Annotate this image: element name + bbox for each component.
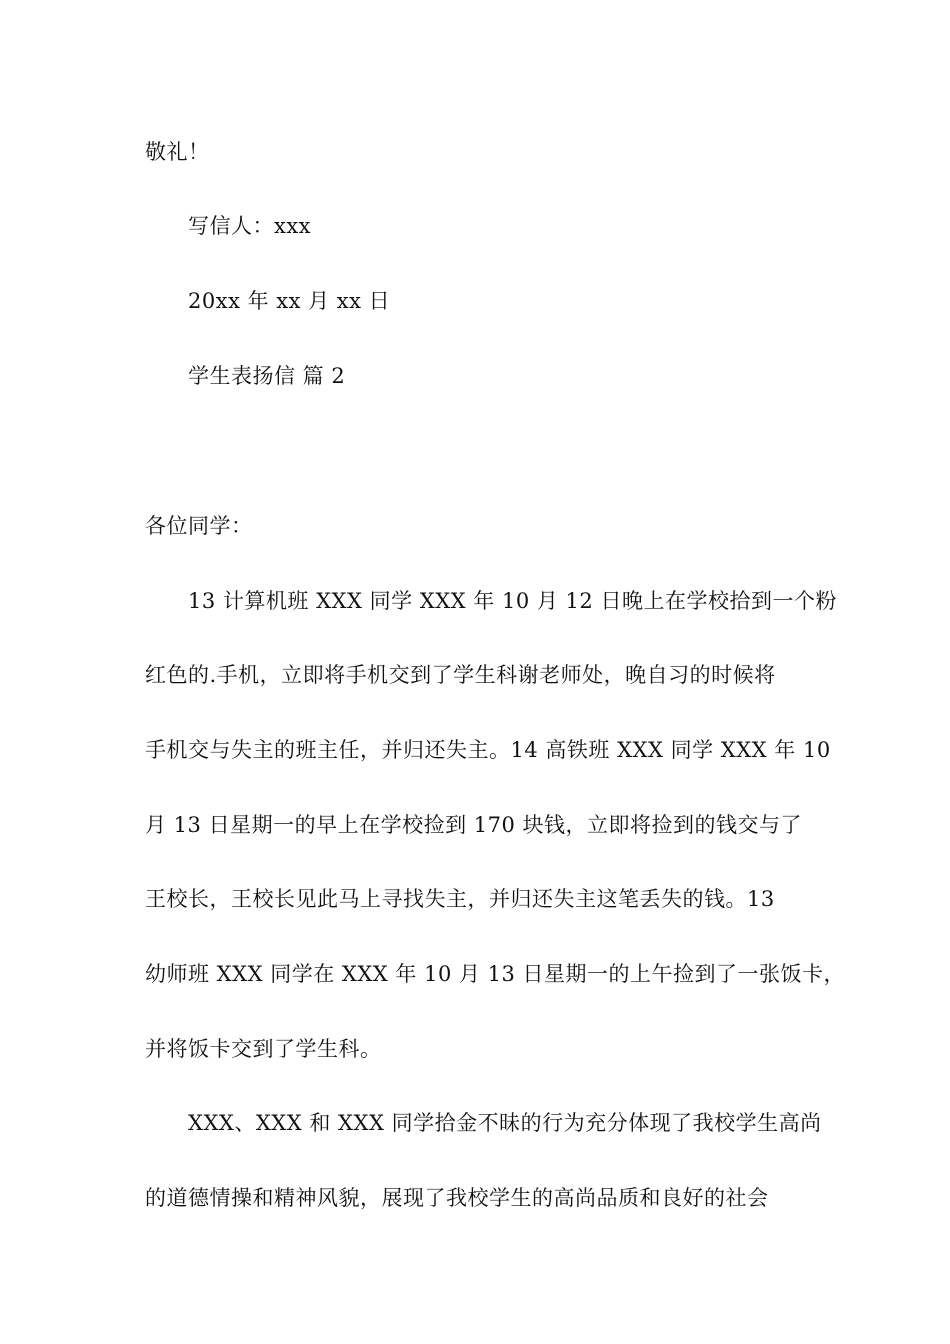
- paragraph-line: XXX、XXX 和 XXX 同学拾金不昧的行为充分体现了我校学生高尚: [188, 1111, 822, 1135]
- paragraph-line: 并将饭卡交到了学生科。: [145, 1037, 382, 1061]
- date-line: 20xx 年 xx 月 xx 日: [188, 289, 391, 313]
- closing-text: 敬礼！: [145, 140, 210, 164]
- paragraph-line: 月 13 日星期一的早上在学校捡到 170 块钱，立即将捡到的钱交与了: [145, 813, 803, 837]
- salutation: 各位同学：: [145, 514, 253, 538]
- paragraph-line: 的道德情操和精神风貌，展现了我校学生的高尚品质和良好的社会: [145, 1186, 769, 1210]
- paragraph-line: 王校长，王校长见此马上寻找失主，并归还失主这笔丢失的钱。13: [145, 887, 775, 911]
- paragraph-line: 13 计算机班 XXX 同学 XXX 年 10 月 12 日晚上在学校拾到一个粉: [188, 589, 837, 613]
- paragraph-line: 红色的.手机，立即将手机交到了学生科谢老师处，晚自习的时候将: [145, 663, 776, 687]
- paragraph-line: 手机交与失主的班主任，并归还失主。14 高铁班 XXX 同学 XXX 年 10: [145, 738, 831, 762]
- writer-line: 写信人：xxx: [188, 214, 312, 238]
- section-title: 学生表扬信 篇 2: [188, 364, 346, 388]
- paragraph-line: 幼师班 XXX 同学在 XXX 年 10 月 13 日星期一的上午捡到了一张饭卡，: [145, 962, 846, 986]
